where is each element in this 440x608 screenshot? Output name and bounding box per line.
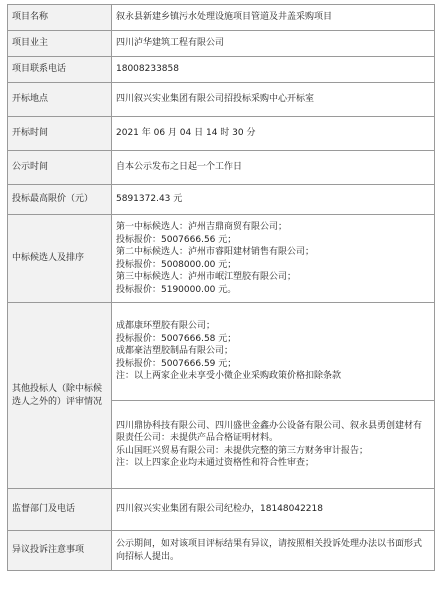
other-bidder-line: 成都豪洁塑胶制品有限公司；	[116, 346, 234, 357]
candidate-line: 第二中标候选人：泸州市睿阳建材销售有限公司；	[116, 247, 315, 257]
candidate-line: 第一中标候选人：泸州吉鼎商贸有限公司；	[116, 222, 288, 232]
disqualified-bidders: 四川鼎协科技有限公司、四川盛世金鑫办公设备有限公司、叙永县勇创建材有限责任公司：未提供产品合格证明材料。	[116, 420, 423, 443]
disqualified-bidder-reason: 乐山国旺兴贸易有限公司：未提供完整的第三方财务审计报告；	[116, 445, 369, 456]
label-supervision: 监督部门及电话	[8, 489, 112, 531]
label-bid-location: 开标地点	[8, 83, 112, 117]
row-bid-time	[8, 117, 435, 151]
row-supervision	[8, 489, 435, 531]
label-bid-time: 开标时间	[8, 117, 112, 151]
value-candidates	[112, 215, 435, 303]
other-bidder-line: 投标报价：5007666.59 元；	[116, 358, 237, 369]
row-candidates	[8, 215, 435, 303]
row-objection	[8, 531, 435, 571]
row-project-name	[8, 5, 435, 31]
label-owner: 项目业主	[8, 31, 112, 57]
value-notice-period: 自本公示发布之日起一个工作日	[112, 151, 435, 185]
value-bid-time: 2021 年 06 月 04 日 14 时 30 分	[112, 117, 435, 151]
label-objection: 异议投诉注意事项	[8, 531, 112, 571]
value-other-bidders-group1	[112, 303, 435, 401]
row-contact-phone	[8, 57, 435, 83]
row-other-bidders-group1	[8, 303, 435, 401]
value-supervision: 四川叙兴实业集团有限公司纪检办，18148042218	[112, 489, 435, 531]
value-project-name: 叙永县新建乡镇污水处理设施项目管道及井盖采购项目	[112, 5, 435, 31]
row-max-price	[8, 185, 435, 215]
label-notice-period: 公示时间	[8, 151, 112, 185]
bid-result-table	[7, 4, 435, 571]
other-bidder-note: 注：以上两家企业未享受小微企业采购政策价格扣除条款	[116, 371, 342, 382]
label-contact-phone: 项目联系电话	[8, 57, 112, 83]
candidate-line: 第三中标候选人：泸州市岷江塑胶有限公司；	[116, 272, 297, 282]
other-bidder-line: 投标报价：5007666.58 元；	[116, 333, 237, 344]
label-max-price: 投标最高限价（元）	[8, 185, 112, 215]
disqualified-note: 注：以上四家企业均未通过资格性和符合性审查；	[116, 458, 315, 468]
value-objection: 公示期间，如对该项目评标结果有异议，请按照相关投诉处理办法以书面形式向招标人提出。	[112, 531, 435, 571]
value-other-bidders-group2	[112, 401, 435, 489]
label-project-name: 项目名称	[8, 5, 112, 31]
row-owner	[8, 31, 435, 57]
value-max-price: 5891372.43 元	[112, 185, 435, 215]
row-notice-period	[8, 151, 435, 185]
label-candidates: 中标候选人及排序	[8, 215, 112, 303]
value-contact-phone: 18008233858	[112, 57, 435, 83]
candidate-line: 投标报价：5008000.00 元；	[116, 259, 237, 270]
label-other-bidders: 其他投标人（除中标候选人之外的）评审情况	[8, 303, 112, 489]
candidate-line: 投标报价：5007666.56 元；	[116, 234, 237, 245]
candidate-line: 投标报价：5190000.00 元。	[116, 284, 237, 295]
other-bidder-line: 成都康环塑胶有限公司；	[116, 321, 216, 332]
row-bid-location	[8, 83, 435, 117]
value-bid-location: 四川叙兴实业集团有限公司招投标采购中心开标室	[112, 83, 435, 117]
value-owner: 四川泸华建筑工程有限公司	[112, 31, 435, 57]
